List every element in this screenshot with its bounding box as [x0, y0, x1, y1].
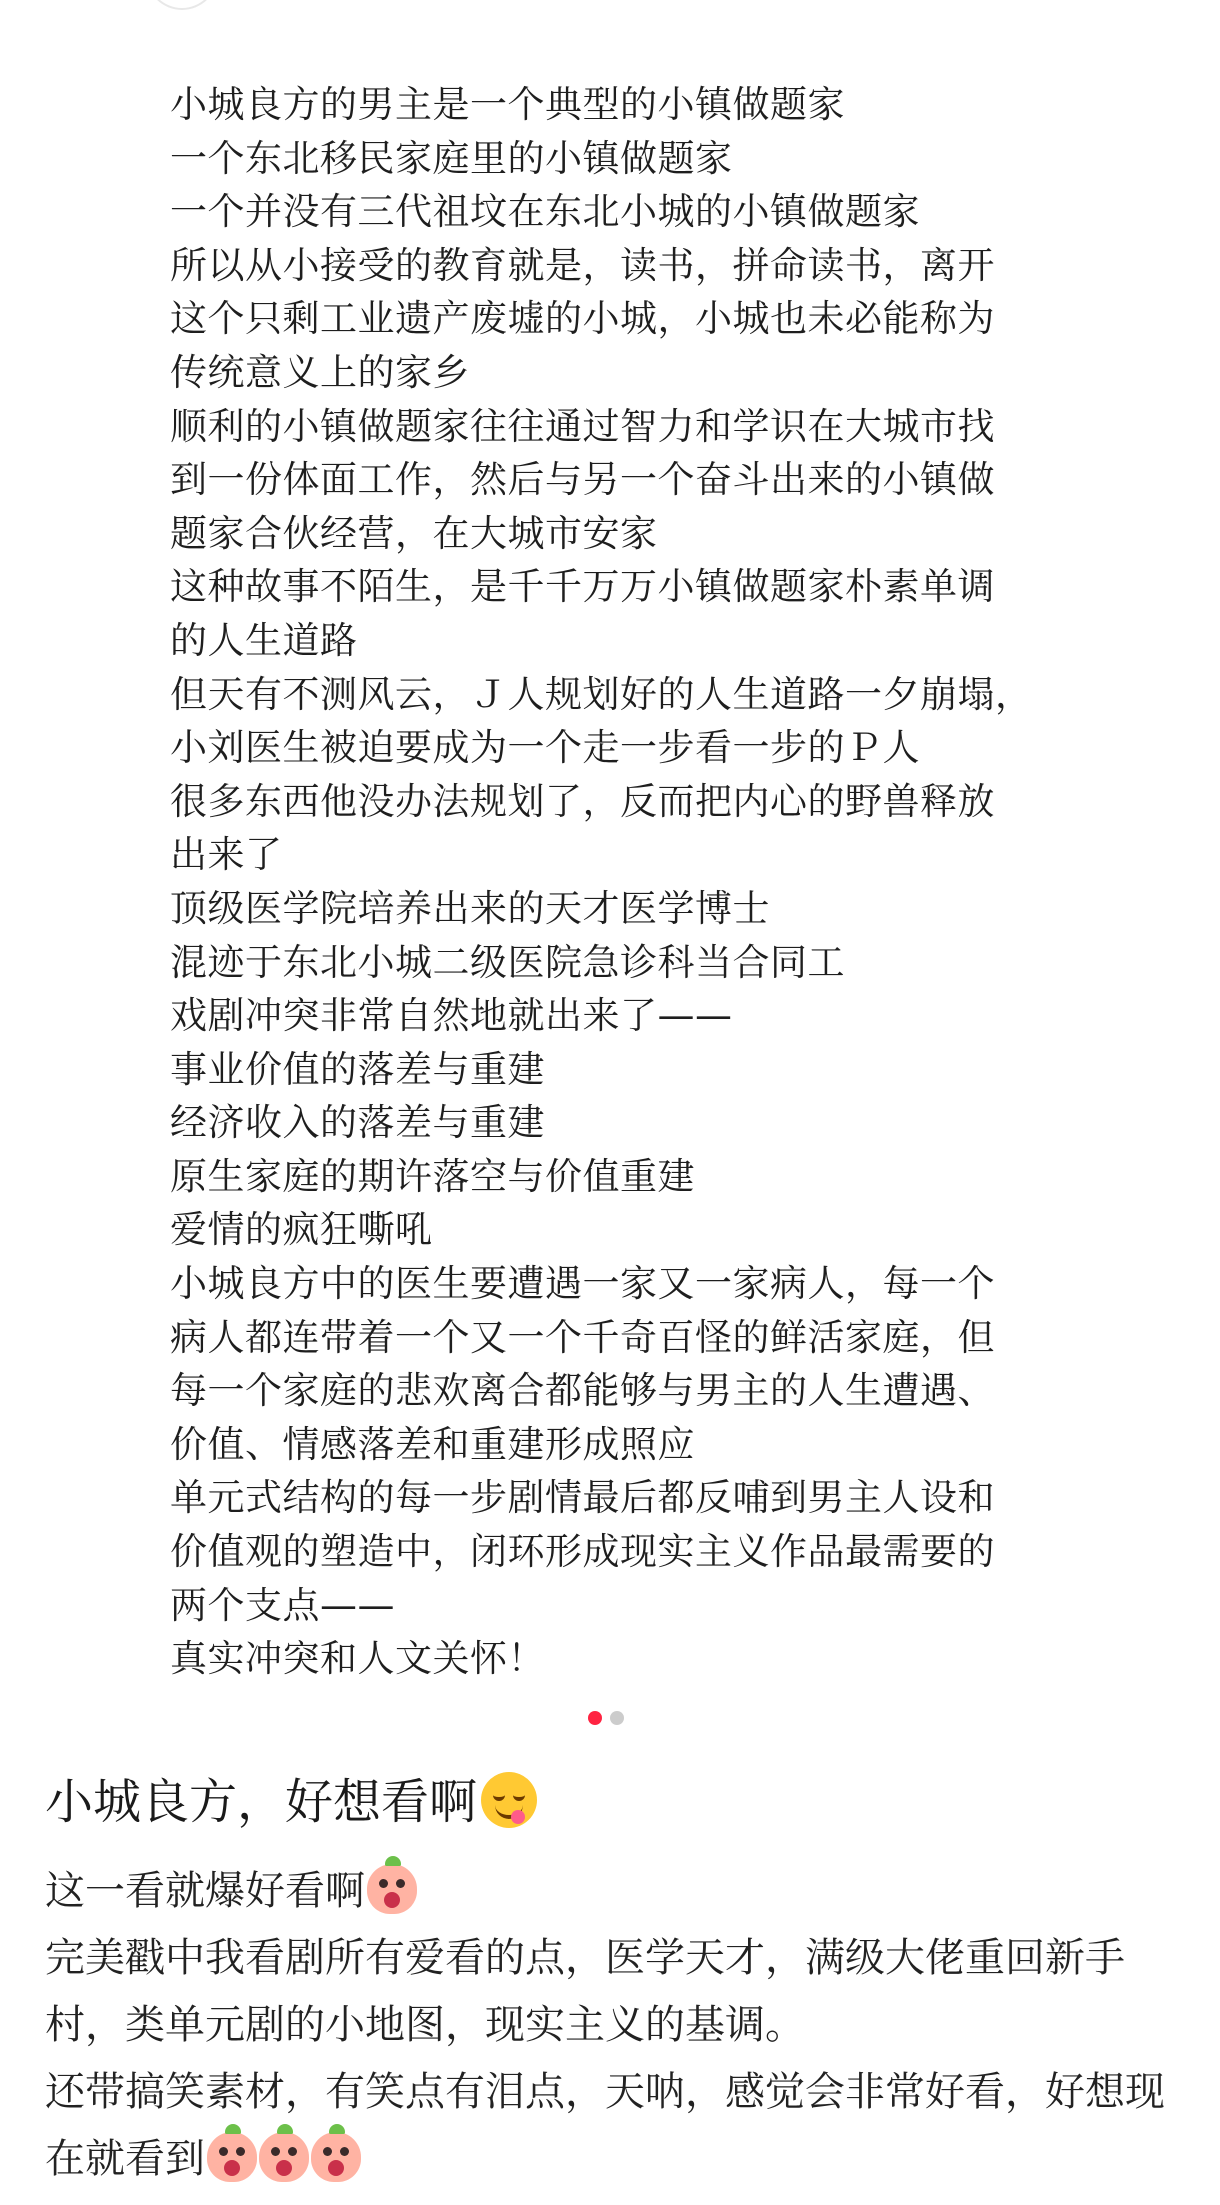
peach-face-icon: [207, 2132, 257, 2182]
text-line: 经济收入的落差与重建: [170, 1101, 545, 1145]
carousel-dot-active[interactable]: [588, 1711, 602, 1725]
text-line: 真实冲突和人文关怀！: [170, 1637, 545, 1681]
text-line: 出来了: [170, 833, 283, 877]
text-line: 一个并没有三代祖坟在东北小城的小镇做题家: [170, 190, 920, 234]
note-image[interactable]: [0, 36, 1220, 1691]
text-line: 事业价值的落差与重建: [170, 1047, 545, 1091]
text-line: 混迹于东北小城二级医院急诊科当合同工: [170, 940, 845, 984]
text-line: 顺利的小镇做题家往往通过智力和学识在大城市找: [170, 404, 995, 448]
avatar[interactable]: [146, 0, 218, 10]
post-body: [45, 1858, 1185, 2193]
text-line: 到一份体面工作，然后与另一个奋斗出来的小镇做: [170, 458, 995, 502]
text-line: 单元式结构的每一步剧情最后都反哺到男主人设和: [170, 1476, 995, 1520]
image-text-block: [170, 78, 1070, 1686]
peach-face-icon: [367, 1864, 417, 1914]
text-line: 但天有不测风云，Ｊ人规划好的人生道路一夕崩塌，: [170, 672, 1033, 716]
text-line: 题家合伙经营，在大城市安家: [170, 511, 658, 555]
text-line: 原生家庭的期许落空与价值重建: [170, 1154, 695, 1198]
text-line: 很多东西他没办法规划了，反而把内心的野兽释放: [170, 779, 995, 823]
text-line: 顶级医学院培养出来的天才医学博士: [170, 886, 770, 930]
text-line: 病人都连带着一个又一个千奇百怪的鲜活家庭，但: [170, 1315, 995, 1359]
top-bar: [0, 0, 1220, 37]
text-line: 小刘医生被迫要成为一个走一步看一步的Ｐ人: [170, 726, 920, 770]
text-line: 小城良方的男主是一个典型的小镇做题家: [170, 83, 845, 126]
text-line: 两个支点——: [170, 1583, 395, 1627]
text-line: 爱情的疯狂嘶吼: [170, 1208, 433, 1252]
peach-face-icon: [259, 2132, 309, 2182]
text-line: 这种故事不陌生，是千千万万小镇做题家朴素单调: [170, 565, 995, 609]
text-line: 这个只剩工业遗产废墟的小城，小城也未必能称为: [170, 297, 995, 341]
yum-face-icon: [481, 1772, 537, 1828]
text-line: 所以从小接受的教育就是，读书，拼命读书，离开: [170, 243, 995, 287]
post-title-text: 小城良方，好想看啊: [45, 1774, 478, 1830]
post-body-text: 还带搞笑素材，有笑点有泪点，天呐，感觉会非常好看，好想现在就看到: [45, 2069, 1165, 2182]
post-body-paragraph: [45, 1858, 1185, 1925]
text-line: 价值、情感落差和重建形成照应: [170, 1422, 695, 1466]
peach-face-icon: [311, 2132, 361, 2182]
text-line: 戏剧冲突非常自然地就出来了——: [170, 994, 733, 1038]
post-body-paragraph: [45, 1925, 1185, 2059]
text-line: 一个东北移民家庭里的小镇做题家: [170, 136, 733, 180]
post-body-text: 完美戳中我看剧所有爱看的点，医学天才，满级大佬重回新手村，类单元剧的小地图，现实主义的基调。: [45, 1935, 1125, 2048]
post-body-text: 这一看就爆好看啊: [45, 1868, 365, 1914]
carousel-dot[interactable]: [610, 1711, 624, 1725]
text-line: 的人生道路: [170, 618, 358, 662]
text-line: 价值观的塑造中，闭环形成现实主义作品最需要的: [170, 1530, 995, 1574]
text-line: 传统意义上的家乡: [170, 350, 470, 394]
post-title: [45, 1770, 537, 1834]
text-line: 每一个家庭的悲欢离合都能够与男主的人生遭遇、: [170, 1369, 995, 1413]
text-line: 小城良方中的医生要遭遇一家又一家病人，每一个: [170, 1262, 995, 1306]
post-body-paragraph: [45, 2059, 1185, 2193]
carousel-indicator: [588, 1707, 632, 1721]
